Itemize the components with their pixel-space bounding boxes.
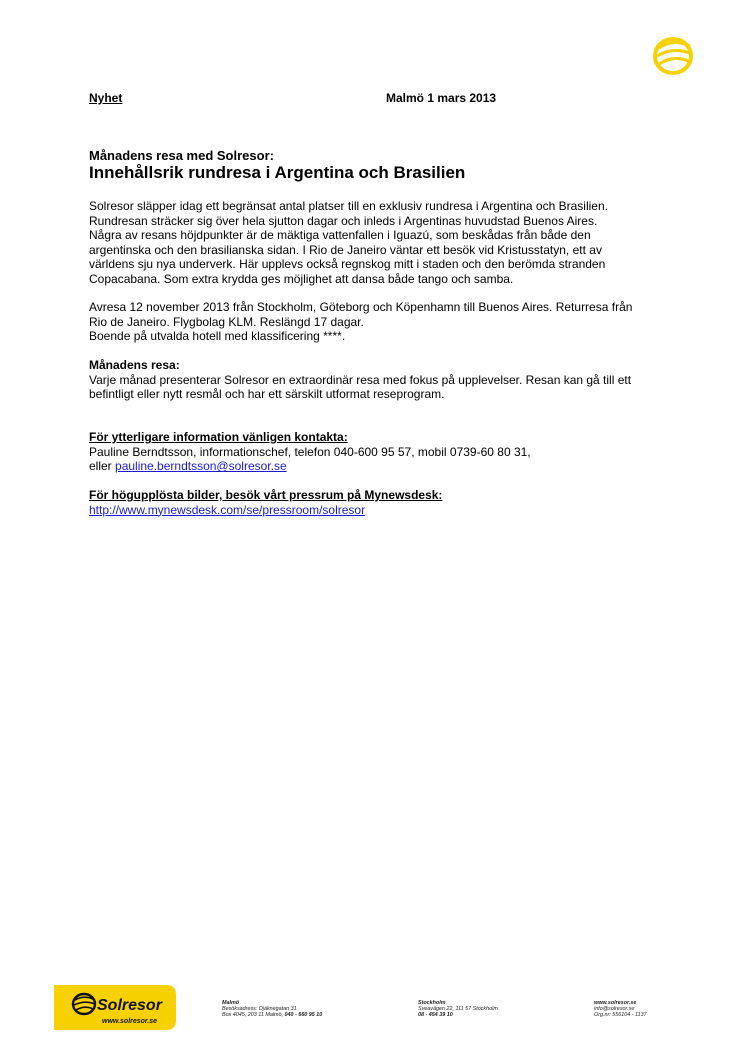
footer-stockholm — [418, 1000, 498, 1019]
place-date: Malmö 1 mars 2013 — [386, 91, 497, 105]
contact-email-line — [89, 459, 689, 474]
solresor-footer-logo — [54, 985, 176, 1030]
monthly-heading: Månadens resa: — [89, 358, 180, 372]
footer-stockholm-address: Sveavägen 22, 111 57 Stockholm — [418, 1006, 498, 1013]
footer-brand-name: Solresor — [97, 997, 162, 1014]
contact-email-link[interactable]: pauline.berndtsson@solresor.se — [115, 459, 287, 474]
article-kicker: Månadens resa med Solresor: — [89, 148, 274, 163]
solresor-sun-logo-icon — [650, 34, 696, 78]
footer-stockholm-title: Stockholm — [418, 1000, 446, 1006]
footer-malmo — [222, 1000, 322, 1019]
intro-line: Några av resans höjdpunkter är de mäktiga vattenfallen i Iguazú, som beskådas från både den — [89, 228, 591, 243]
contact-prefix: eller — [89, 459, 116, 474]
intro-paragraph — [89, 199, 689, 287]
footer-stockholm-phone: 08 - 454 39 10 — [418, 1012, 453, 1019]
footer-malmo-box — [222, 1012, 322, 1018]
footer-web-email: info@solresor.se — [594, 1006, 635, 1013]
footer-malmo-box-prefix: Box 4045, 203 11 Malmö, — [222, 1012, 285, 1019]
footer-web-title: www.solresor.se — [594, 1000, 637, 1006]
footer-malmo-phone: 040 - 660 95 10 — [284, 1012, 323, 1019]
intro-line: världens sju nya underverk. Här upplevs också regnskog mitt i staden och den berömda stranden — [89, 257, 606, 272]
intro-line: Solresor släpper idag ett begränsat antal platser till en exklusiv rundresa i Argentina och Brasilien. — [89, 199, 608, 213]
footer-web — [594, 1000, 647, 1019]
travel-line: Boende på utvalda hotell med klassificering ****. — [89, 329, 346, 344]
article-headline: Innehållsrik rundresa i Argentina och Brasilien — [89, 163, 466, 182]
travel-line: Rio de Janeiro. Flygbolag KLM. Reslängd 17 dagar. — [89, 314, 364, 329]
contact-line: Pauline Berndtsson, informationschef, telefon 040-600 95 57, mobil 0739-60 80 31, — [89, 444, 531, 459]
contact-heading: För ytterligare information vänligen kontakta: — [89, 430, 348, 444]
intro-line: Copacabana. Som extra krydda ges möjlighet att dansa både tango och samba. — [89, 271, 514, 286]
footer-web-org: Org.nr: 556104 - 1137 — [594, 1012, 647, 1019]
intro-line: Rundresan sträcker sig över hela sjutton dagar och inleds i Argentinas huvudstad Buenos Aires. — [89, 213, 598, 228]
travel-paragraph — [89, 300, 689, 344]
monthly-line: befintligt eller nytt resmål och har ett särskilt utformat reseprogram. — [89, 387, 445, 402]
travel-line: Avresa 12 november 2013 från Stockholm, Göteborg och Köpenhamn till Buenos Aires. Returresa från — [89, 300, 633, 314]
footer-malmo-visit: Besöksadress: Djäknegatan 31 — [222, 1006, 297, 1013]
monthly-line: Varje månad presenterar Solresor en extraordinär resa med fokus på upplevelser. Resan kan gå till ett — [89, 372, 632, 387]
footer-brand-url: www.solresor.se — [102, 1018, 157, 1025]
intro-line: argentinska och den brasilianska sidan. I Rio de Janeiro väntar ett besök vid Kristusstatyn, ett av — [89, 242, 602, 257]
contact-section — [89, 430, 689, 474]
press-heading: För högupplösta bilder, besök vårt pressrum på Mynewsdesk: — [89, 488, 443, 502]
monthly-section — [89, 358, 689, 402]
press-room-link[interactable]: http://www.mynewsdesk.com/se/pressroom/solresor — [89, 502, 366, 517]
press-section — [89, 488, 689, 517]
footer-malmo-title: Malmö — [222, 1000, 240, 1006]
news-label: Nyhet — [89, 91, 123, 105]
